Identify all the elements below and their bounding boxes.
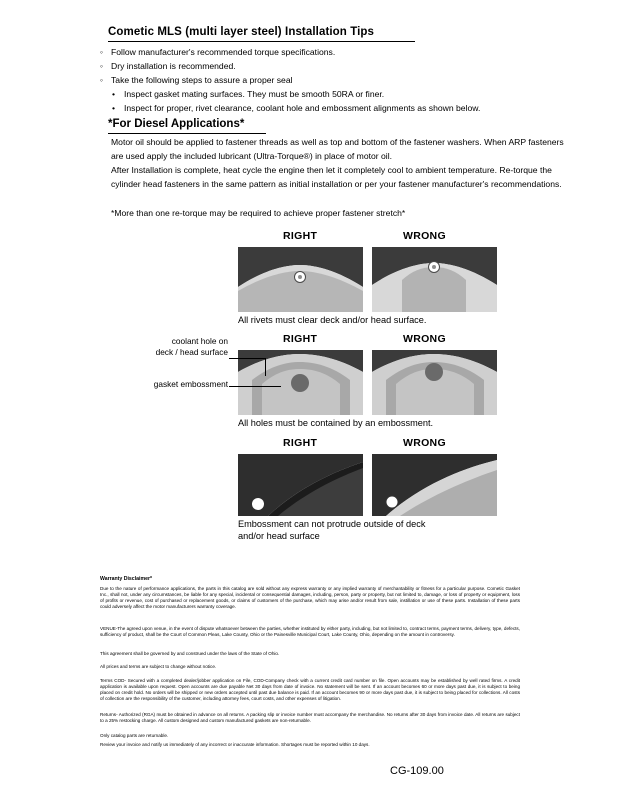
warranty-paragraph-7: Only catalog parts are returnable.	[100, 733, 169, 738]
list-item: ◦ Follow manufacturer's recommended torque specifications.	[100, 45, 570, 59]
figure2-caption: All holes must be contained by an embossment.	[238, 418, 434, 428]
diesel-paragraph-1: Motor oil should be applied to fastener threads as well as top and bottom of the fastener washers. When ARP fasteners are used apply the included lubricant (Ultra-Torque®) in place of motor oil.	[111, 137, 564, 161]
warranty-title: Warranty Disclaimer*	[100, 576, 152, 582]
figure3-wrong-label: WRONG	[403, 437, 446, 449]
warranty-paragraph-4: All prices and terms are subject to change without notice.	[100, 664, 217, 669]
page-title: Cometic MLS (multi layer steel) Installation Tips	[108, 26, 375, 38]
title-underline	[108, 41, 415, 42]
figure1-wrong-image	[372, 247, 497, 312]
figure2-leader-line-1b	[265, 358, 266, 376]
figure3-right-image	[238, 454, 363, 516]
list-item: • Inspect for proper, rivet clearance, coolant hole and embossment alignments as shown below.	[100, 101, 570, 115]
figure1-caption: All rivets must clear deck and/or head surface.	[238, 315, 427, 325]
figure2-leader-line-2	[229, 386, 281, 387]
diesel-paragraph-2: After Installation is complete, heat cycle the engine then let it completely cool to ambient temperature. Re-torque the cylinder head fasteners in the same pattern as initial installation or per your fastener manufacturer's recommendations.	[111, 165, 562, 189]
diesel-paragraph-3: *More than one re-torque may be required to achieve proper fastener stretch*	[111, 208, 406, 218]
section-heading-diesel: *For Diesel Applications*	[108, 118, 245, 130]
installation-tips-list	[100, 45, 570, 115]
warranty-paragraph-6: Returns- Authorized (RGA) must be obtained in advance on all returns. A packing slip or invoice number must accompany the merchandise. No returns after 30 days from invoice date. All returns are subject to a 25% restocking charge. All custom designed and custom manufactured gaskets are non-returnable.	[100, 712, 520, 724]
figure2-wrong-label: WRONG	[403, 333, 446, 345]
figure2-leader-line-1	[229, 358, 265, 359]
figure2-callout-gasket-embossment: gasket embossment	[153, 379, 228, 389]
figure1-right-label: RIGHT	[283, 230, 318, 242]
list-item: ◦ Take the following steps to assure a proper seal	[100, 73, 570, 87]
figure3-right-label: RIGHT	[283, 437, 318, 449]
figure2-callout-coolant-hole: coolant hole on deck / head surface	[155, 336, 228, 357]
figure3-wrong-image	[372, 454, 497, 516]
warranty-paragraph-1: Due to the nature of performance applications, the parts in this catalog are sold without any express warranty or any implied warranty of merchantability or fitness for a particular purpose. Cometic Gasket Inc., shall not, under any circumstances, be liable for any special, incidental or consequential damages, including, person, party or property, but not limited to, damage, or loss of property or equipment, loss of profits or revenue, cost of purchased or replacement goods, or claims of customers of the purchase, which may arise and/or result from sale, instillation or use of these parts. Installation of these parts could adversely affect the motor manufacturers warranty coverage.	[100, 586, 520, 610]
figure2-right-label: RIGHT	[283, 333, 318, 345]
warranty-paragraph-3: This agreement shall be governed by and construed under the laws of the State of Ohio.	[100, 651, 280, 656]
section-heading-underline	[108, 133, 266, 134]
warranty-paragraph-2: VENUE-The agreed upon venue, in the event of dispute whatsoever between the parties, whether instituted by either party, including, but not limited to, contract terms, payment terms, delivery, type, defects, sufficiency of product, shall be the Court of Common Pleas, Lake County, Ohio or the Painesville Municipal Court, Lake County, Ohio, depending on the amount in controversy.	[100, 626, 520, 638]
document-number: CG-109.00	[390, 765, 444, 777]
figure1-right-image	[238, 247, 363, 312]
list-item: • Inspect gasket mating surfaces. They must be smooth 50RA or finer.	[100, 87, 570, 101]
figure3-caption: Embossment can not protrude outside of deck and/or head surface	[238, 519, 426, 541]
warranty-paragraph-5: Terms COD- Secured with a completed dealer/jobber application on File, COD-Company check with a current credit card number on file. Open accounts may be established by well rated firms. A credit application is available upon request. Open accounts are due payable Net 30 days from date of invoice. No statement will be sent. If an account becomes 60 or more days past due, it is subject to being placed on credit hold. No orders will be shipped or new orders accepted until past due balance is paid. If an account becomes 90 or more days past due, it is subject to being placed for collections. All costs of collection are the responsibility of the customer, including attorney fees, court costs, and other expenses of litigation.	[100, 678, 520, 702]
warranty-paragraph-8: Review your invoice and notify us immediately of any incorrect or inaccurate information. Shortages must be reported within 10 days.	[100, 742, 370, 747]
figure2-wrong-image	[372, 350, 497, 415]
list-item: ◦ Dry installation is recommended.	[100, 59, 570, 73]
figure2-right-image	[238, 350, 363, 415]
figure1-wrong-label: WRONG	[403, 230, 446, 242]
